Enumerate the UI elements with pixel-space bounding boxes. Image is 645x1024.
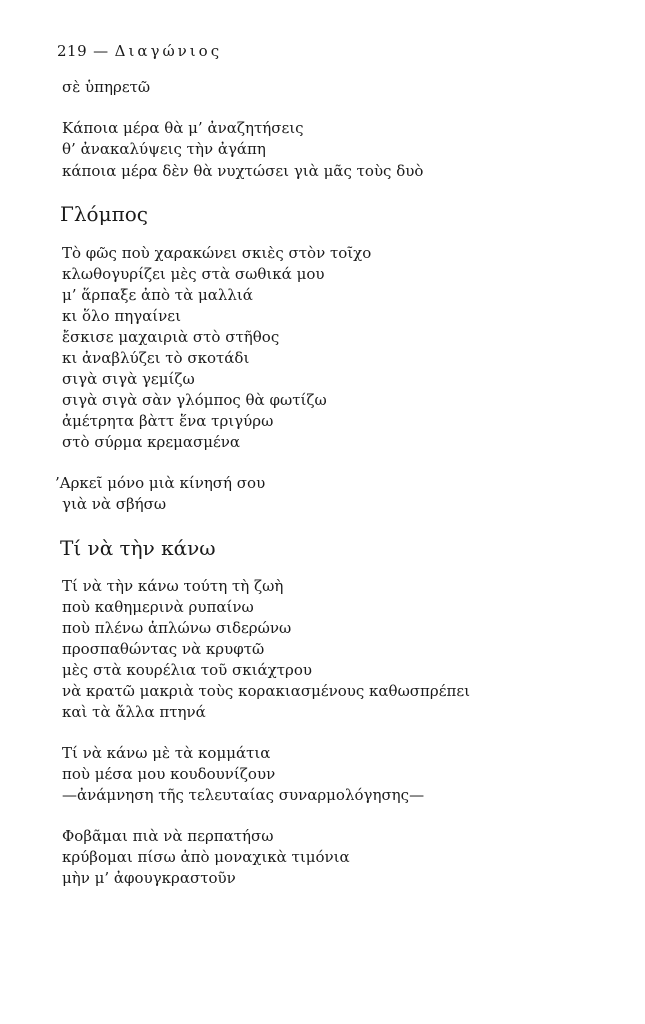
poem-line: σὲ ὑπηρετῶ [62,78,151,96]
poem-line: κι ὅλο πηγαίνει [62,307,181,325]
poem-line: προσπαθώντας νὰ κρυφτῶ [62,640,265,658]
poem-line: μ’ ἅρπαξε ἀπὸ τὰ μαλλιά [62,286,253,304]
poem-line: κι ἀναβλύζει τὸ σκοτάδι [62,349,250,367]
poem-line: καὶ τὰ ἄλλα πτηνά [62,703,206,721]
poem-line: ποὺ μέσα μου κουδουνίζουν [62,765,276,783]
book-title: Διαγώνιος [114,42,223,60]
poem-title: Τί νὰ τὴν κάνω [60,536,216,560]
poem-line: Κάποια μέρα θὰ μ’ ἀναζητήσεις [62,119,304,137]
header-separator: — [93,42,109,60]
poem-line: μὲς στὰ κουρέλια τοῦ σκιάχτρου [62,661,312,679]
poem-line: νὰ κρατῶ μακριὰ τοὺς κορακιασμένους καθωσπρέπει [62,682,471,700]
poem-line: γιὰ νὰ σβήσω [62,495,167,513]
poem-line: σιγὰ σιγὰ γεμίζω [62,370,195,388]
poem-line: Τὸ φῶς ποὺ χαρακώνει σκιὲς στὸν τοῖχο [62,244,372,262]
poem-line: Τί νὰ κάνω μὲ τὰ κομμάτια [62,744,271,762]
poem-line: ’Αρκεῖ μόνο μιὰ κίνησή σου [55,474,266,492]
poem-line: ποὺ καθημερινὰ ρυπαίνω [62,598,254,616]
poem-line: κάποια μέρα δὲν θὰ νυχτώσει γιὰ μᾶς τοὺς δυὸ [62,162,424,180]
poem-title: Γλόμπος [60,202,148,226]
poem-line: θ’ ἀνακαλύψεις τὴν ἀγάπη [62,140,266,158]
running-head [57,42,222,60]
poem-line: Τί νὰ τὴν κάνω τούτη τὴ ζωὴ [62,577,284,595]
poem-line: σιγὰ σιγὰ σὰν γλόμπος θὰ φωτίζω [62,391,327,409]
poem-line: στὸ σύρμα κρεμασμένα [62,433,241,451]
poem-line: ἔσκισε μαχαιριὰ στὸ στῆθος [62,328,280,346]
poem-line: κρύβομαι πίσω ἀπὸ μοναχικὰ τιμόνια [62,848,350,866]
poem-line: ἀμέτρητα βὰττ ἕνα τριγύρω [62,412,274,430]
poem-line: Φοβᾶμαι πιὰ νὰ περπατήσω [62,827,274,845]
poem-line: —ἀνάμνηση τῆς τελευταίας συναρμολόγησης— [62,786,425,804]
poem-line: κλωθογυρίζει μὲς στὰ σωθικά μου [62,265,325,283]
poem-line: ποὺ πλένω ἁπλώνω σιδερώνω [62,619,292,637]
poem-line: μὴν μ’ ἀφουγκραστοῦν [62,869,236,887]
page-number: 219 [57,42,88,60]
